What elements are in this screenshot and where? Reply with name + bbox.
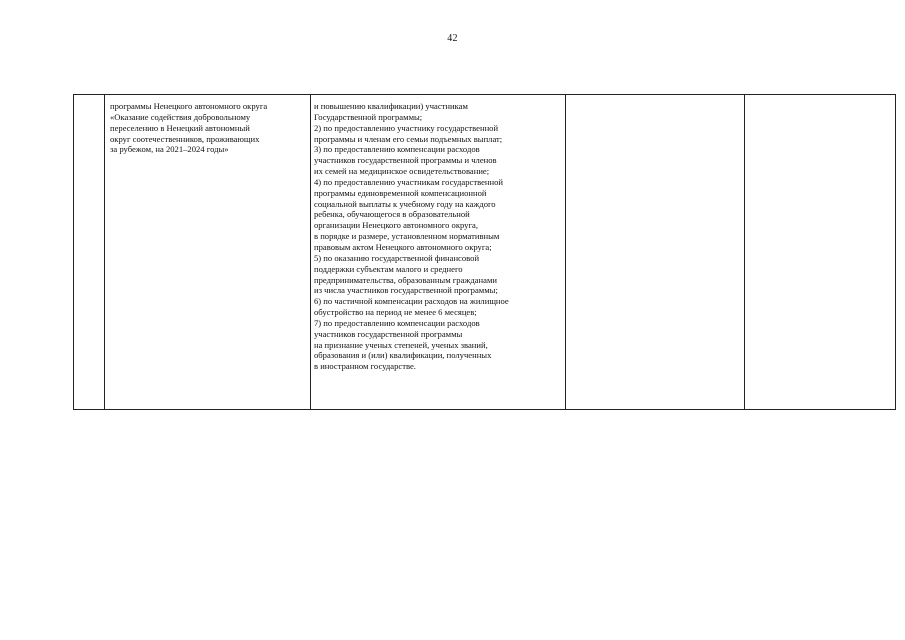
cell-5-text (745, 95, 895, 101)
table-cell-measures (311, 95, 566, 410)
table-cell-index (74, 95, 105, 410)
table-cell-empty-4 (566, 95, 745, 410)
program-name-text: программы Ненецкого автономного округа «Оказание содействия добровольному переселению в Ненецкий автономный округ соотечественников, проживающих за рубежом, на 2021–2024 годы» (110, 101, 268, 155)
document-table (73, 94, 896, 410)
table-cell-empty-5 (745, 95, 896, 410)
measures-text: и повышению квалификации) участникам Государственной программы; 2) по предоставлению участнику государственной программы и членам его семьи подъемных выплат; 3) по предоставлению компенсации расходов участников государственной программы и членов их семей на медицинское освидетельствование; 4) по предоставлению участникам государственной программы единовременной компенсационной социальной выплаты к учебному году на каждого ребенка, обучающегося в образовательной организации Ненецкого автономного округа, в порядке и размере, установленном нормативным правовым актом Ненецкого автономного округа; 5) по оказанию государственной финансовой поддержки субъектам малого и среднего предпринимательства, образованным гражданами из числа участников государственной программы; 6) по частичной компенсации расходов на жилищное обустройство на период не менее 6 месяцев; 7) по предоставлению компенсации расходов участников государственной программы на признание ученых степеней, ученых званий, образования и (или) квалификации, полученных в иностранном государстве. (314, 101, 509, 372)
page-number: 42 (447, 33, 458, 44)
table-row (74, 95, 896, 410)
table-cell-program-name (105, 95, 311, 410)
cell-index-text (74, 95, 104, 101)
cell-4-text (566, 95, 744, 101)
